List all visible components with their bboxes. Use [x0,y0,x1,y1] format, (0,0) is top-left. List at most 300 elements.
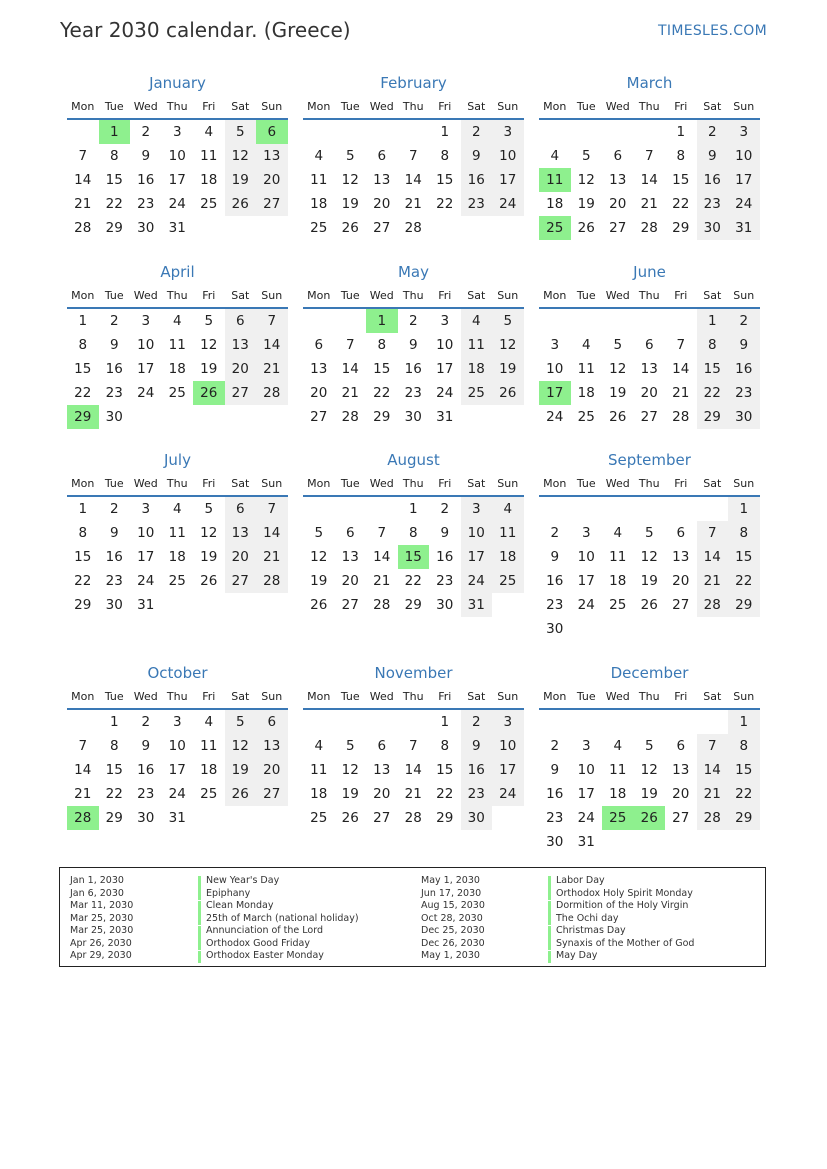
day-cell: 31 [168,810,186,826]
day-cell: 26 [640,597,658,613]
weekday-header: Mon [71,100,95,113]
day-cell: 24 [137,573,155,589]
day-cell: 22 [728,782,760,806]
day-cell: 1 [78,501,88,517]
holiday-day-cell: 17 [539,381,571,405]
day-cell: 6 [225,497,257,521]
day-cell: 18 [492,545,524,569]
day-cell: 11 [609,549,627,565]
day-cell: 12 [640,549,658,565]
day-cell: 2 [550,738,560,754]
weekday-header: Fri [674,690,688,703]
day-cell: 31 [728,216,760,240]
holiday-date: May 1, 2030 [421,875,480,886]
month-name: July [164,451,191,469]
day-cell: 20 [225,357,257,381]
day-cell: 6 [345,525,355,541]
day-cell: 29 [404,597,422,613]
holiday-marker [198,951,201,963]
day-cell: 9 [697,144,729,168]
day-cell: 3 [581,525,591,541]
day-cell: 26 [492,381,524,405]
weekday-header: Sat [703,100,722,113]
day-cell: 9 [550,549,560,565]
day-cell: 5 [314,525,324,541]
month-name: September [608,451,691,469]
day-cell: 8 [440,148,450,164]
holiday-marker [548,913,551,925]
day-cell: 19 [225,168,257,192]
day-cell: 5 [345,148,355,164]
day-cell: 2 [440,501,450,517]
holiday-name: Epiphany [206,887,251,899]
day-cell: 19 [200,361,218,377]
holiday-date: May 1, 2030 [421,950,480,961]
day-cell: 3 [141,501,151,517]
day-cell: 14 [404,762,422,778]
weekday-header: Sat [467,477,486,490]
day-cell: 27 [672,597,690,613]
weekday-header: Fri [438,289,452,302]
day-cell: 1 [440,124,450,140]
weekday-header: Thu [402,690,424,703]
weekday-header: Sun [261,690,283,703]
day-cell: 30 [105,409,123,425]
holiday-name: Synaxis of the Mother of God [556,937,695,949]
day-cell: 10 [577,762,595,778]
day-cell: 5 [204,501,214,517]
day-cell: 7 [408,738,418,754]
holiday-day-cell: 15 [398,545,430,569]
day-cell: 16 [105,549,123,565]
day-cell: 21 [341,385,359,401]
holiday-name: Orthodox Good Friday [206,937,310,949]
weekday-header: Wed [605,690,630,703]
day-cell: 13 [310,361,328,377]
day-cell: 23 [137,786,155,802]
day-cell: 6 [256,710,288,734]
day-cell: 27 [373,810,391,826]
day-cell: 21 [404,196,422,212]
day-cell: 19 [310,573,328,589]
day-cell: 2 [461,120,493,144]
day-cell: 31 [461,593,493,617]
holiday-marker [198,938,201,950]
holiday-marker [198,876,201,888]
holiday-name: Orthodox Holy Spirit Monday [556,887,693,899]
day-cell: 14 [672,361,690,377]
day-cell: 14 [256,521,288,545]
day-cell: 2 [141,714,151,730]
day-cell: 4 [172,313,182,329]
day-cell: 27 [225,569,257,593]
weekday-header: Thu [166,100,188,113]
holiday-marker [198,913,201,925]
day-cell: 30 [137,810,155,826]
weekday-header: Sun [733,289,755,302]
day-cell: 19 [577,196,595,212]
day-cell: 17 [168,762,186,778]
month-name: January [149,74,206,92]
day-cell: 27 [256,782,288,806]
day-cell: 9 [408,337,418,353]
day-cell: 9 [141,148,151,164]
day-cell: 10 [546,361,564,377]
day-cell: 11 [577,361,595,377]
day-cell: 11 [200,738,218,754]
day-cell: 8 [377,337,387,353]
day-cell: 6 [676,525,686,541]
day-cell: 30 [436,597,454,613]
weekday-header: Thu [638,690,660,703]
day-cell: 7 [78,738,88,754]
holiday-date: Oct 28, 2030 [421,912,483,924]
holiday-date: Jan 6, 2030 [70,887,124,899]
weekday-header: Sat [467,690,486,703]
day-cell: 18 [461,357,493,381]
holiday-marker [198,926,201,938]
day-cell: 13 [225,333,257,357]
weekday-header: Tue [576,690,596,703]
day-cell: 16 [461,168,493,192]
day-cell: 20 [672,786,690,802]
day-cell: 23 [461,782,493,806]
weekday-header: Wed [133,477,158,490]
weekday-header: Sat [231,477,250,490]
day-cell: 16 [728,357,760,381]
day-cell: 14 [404,172,422,188]
weekday-header: Mon [307,289,331,302]
day-cell: 15 [436,762,454,778]
day-cell: 24 [168,196,186,212]
day-cell: 28 [256,381,288,405]
day-cell: 18 [310,196,328,212]
day-cell: 28 [74,220,92,236]
day-cell: 15 [74,549,92,565]
weekday-header: Sun [497,690,519,703]
weekday-header: Mon [71,477,95,490]
day-cell: 10 [492,734,524,758]
day-cell: 27 [310,409,328,425]
day-cell: 4 [172,501,182,517]
day-cell: 22 [373,385,391,401]
weekday-header: Fri [202,289,216,302]
day-cell: 28 [697,806,729,830]
day-cell: 10 [461,521,493,545]
day-cell: 18 [168,549,186,565]
day-cell: 28 [640,220,658,236]
day-cell: 9 [728,333,760,357]
holiday-name: The Ochi day [556,912,619,924]
day-cell: 13 [373,762,391,778]
weekday-header: Fri [438,100,452,113]
day-cell: 2 [109,501,119,517]
weekday-header: Tue [104,100,124,113]
day-cell: 30 [546,621,564,637]
day-cell: 7 [256,309,288,333]
day-cell: 11 [609,762,627,778]
day-cell: 25 [310,810,328,826]
day-cell: 29 [436,810,454,826]
day-cell: 15 [373,361,391,377]
day-cell: 9 [461,734,493,758]
day-cell: 12 [577,172,595,188]
day-cell: 16 [697,168,729,192]
weekday-header: Mon [307,690,331,703]
day-cell: 5 [644,738,654,754]
month-name: April [160,263,195,281]
day-cell: 8 [109,148,119,164]
day-cell: 3 [492,120,524,144]
day-cell: 23 [404,385,422,401]
day-cell: 23 [461,192,493,216]
day-cell: 18 [577,385,595,401]
weekday-header: Thu [166,477,188,490]
day-cell: 3 [492,710,524,734]
weekday-header: Sat [467,100,486,113]
holiday-name: Orthodox Easter Monday [206,950,324,961]
day-cell: 21 [640,196,658,212]
day-cell: 26 [200,573,218,589]
day-cell: 7 [697,521,729,545]
day-cell: 22 [436,196,454,212]
day-cell: 31 [137,597,155,613]
day-cell: 7 [644,148,654,164]
day-cell: 19 [341,786,359,802]
day-cell: 22 [105,786,123,802]
day-cell: 16 [137,762,155,778]
day-cell: 1 [408,501,418,517]
weekday-header: Sun [733,690,755,703]
day-cell: 3 [440,313,450,329]
holiday-day-cell: 28 [67,806,99,830]
day-cell: 21 [404,786,422,802]
weekday-header: Tue [340,100,360,113]
holiday-date: Jun 17, 2030 [421,887,482,899]
weekday-header: Thu [166,289,188,302]
weekday-header: Thu [638,100,660,113]
day-cell: 7 [408,148,418,164]
day-cell: 21 [697,569,729,593]
weekday-header: Wed [605,100,630,113]
holiday-legend [59,867,766,967]
day-cell: 22 [728,569,760,593]
day-cell: 13 [256,144,288,168]
weekday-header: Wed [369,690,394,703]
day-cell: 6 [377,148,387,164]
day-cell: 26 [225,782,257,806]
day-cell: 20 [256,758,288,782]
day-cell: 7 [697,734,729,758]
day-cell: 23 [697,192,729,216]
day-cell: 24 [492,192,524,216]
day-cell: 10 [577,549,595,565]
day-cell: 5 [581,148,591,164]
day-cell: 17 [728,168,760,192]
day-cell: 16 [404,361,422,377]
month-name: November [374,664,453,682]
day-cell: 30 [546,834,564,850]
day-cell: 6 [644,337,654,353]
day-cell: 8 [109,738,119,754]
holiday-marker [198,901,201,913]
weekday-header: Fri [202,477,216,490]
day-cell: 25 [168,385,186,401]
day-cell: 5 [613,337,623,353]
month-name: December [610,664,689,682]
day-cell: 14 [341,361,359,377]
day-cell: 30 [697,216,729,240]
day-cell: 11 [461,333,493,357]
day-cell: 8 [697,333,729,357]
day-cell: 12 [640,762,658,778]
weekday-header: Sun [261,100,283,113]
day-cell: 26 [341,220,359,236]
holiday-marker [548,888,551,900]
day-cell: 23 [137,196,155,212]
day-cell: 25 [461,381,493,405]
holiday-name: May Day [556,950,598,961]
day-cell: 29 [373,409,391,425]
day-cell: 26 [310,597,328,613]
day-cell: 14 [74,172,92,188]
day-cell: 20 [640,385,658,401]
day-cell: 1 [440,714,450,730]
day-cell: 16 [461,758,493,782]
day-cell: 9 [141,738,151,754]
day-cell: 27 [672,810,690,826]
day-cell: 28 [341,409,359,425]
day-cell: 22 [105,196,123,212]
day-cell: 9 [440,525,450,541]
day-cell: 17 [461,545,493,569]
holiday-day-cell: 25 [602,806,634,830]
day-cell: 14 [697,758,729,782]
holiday-name: Christmas Day [556,925,626,936]
day-cell: 4 [613,525,623,541]
day-cell: 5 [644,525,654,541]
page-title: Year 2030 calendar. (Greece) [60,18,351,42]
day-cell: 19 [640,786,658,802]
day-cell: 26 [341,810,359,826]
weekday-header: Tue [576,289,596,302]
holiday-day-cell: 1 [99,120,131,144]
day-cell: 31 [436,409,454,425]
weekday-header: Sun [497,477,519,490]
day-cell: 22 [672,196,690,212]
weekday-header: Wed [605,477,630,490]
day-cell: 20 [373,196,391,212]
holiday-name: Labor Day [556,875,605,886]
day-cell: 19 [609,385,627,401]
day-cell: 1 [676,124,686,140]
month-name: October [147,664,208,682]
day-cell: 29 [728,806,760,830]
day-cell: 11 [200,148,218,164]
day-cell: 13 [373,172,391,188]
day-cell: 8 [78,337,88,353]
day-cell: 3 [461,497,493,521]
holiday-name: New Year's Day [206,875,280,886]
day-cell: 24 [168,786,186,802]
day-cell: 17 [436,361,454,377]
day-cell: 26 [609,409,627,425]
day-cell: 21 [672,385,690,401]
day-cell: 9 [109,337,119,353]
day-cell: 25 [492,569,524,593]
month-divider [539,708,760,710]
weekday-header: Mon [543,690,567,703]
day-cell: 8 [728,521,760,545]
holiday-name: 25th of March (national holiday) [206,912,359,924]
weekday-header: Wed [369,477,394,490]
day-cell: 8 [78,525,88,541]
weekday-header: Fri [202,690,216,703]
holiday-name: Dormition of the Holy Virgin [556,900,689,911]
weekday-header: Sat [231,100,250,113]
day-cell: 30 [105,597,123,613]
month-name: August [387,451,440,469]
day-cell: 11 [310,762,328,778]
day-cell: 11 [310,172,328,188]
day-cell: 18 [609,786,627,802]
day-cell: 12 [609,361,627,377]
site-link[interactable]: TIMESLES.COM [658,23,767,39]
day-cell: 28 [373,597,391,613]
day-cell: 20 [373,786,391,802]
day-cell: 6 [377,738,387,754]
day-cell: 28 [672,409,690,425]
weekday-header: Thu [166,690,188,703]
day-cell: 5 [225,710,257,734]
day-cell: 7 [676,337,686,353]
holiday-day-cell: 1 [366,309,398,333]
weekday-header: Tue [340,690,360,703]
day-cell: 4 [314,738,324,754]
day-cell: 18 [310,786,328,802]
day-cell: 12 [341,172,359,188]
day-cell: 16 [137,172,155,188]
holiday-date: Apr 29, 2030 [70,950,132,961]
day-cell: 18 [168,361,186,377]
day-cell: 8 [408,525,418,541]
day-cell: 17 [137,549,155,565]
weekday-header: Wed [133,289,158,302]
day-cell: 27 [256,192,288,216]
day-cell: 14 [640,172,658,188]
day-cell: 17 [492,168,524,192]
weekday-header: Tue [340,289,360,302]
day-cell: 29 [105,220,123,236]
holiday-day-cell: 26 [193,381,225,405]
day-cell: 24 [137,385,155,401]
weekday-header: Sat [703,289,722,302]
day-cell: 11 [168,525,186,541]
day-cell: 21 [74,786,92,802]
day-cell: 3 [172,124,182,140]
holiday-marker [548,901,551,913]
day-cell: 14 [373,549,391,565]
holiday-date: Apr 26, 2030 [70,937,132,949]
weekday-header: Mon [307,477,331,490]
day-cell: 21 [697,782,729,806]
day-cell: 25 [609,597,627,613]
day-cell: 28 [404,220,422,236]
day-cell: 29 [672,220,690,236]
day-cell: 15 [74,361,92,377]
day-cell: 4 [550,148,560,164]
day-cell: 24 [728,192,760,216]
